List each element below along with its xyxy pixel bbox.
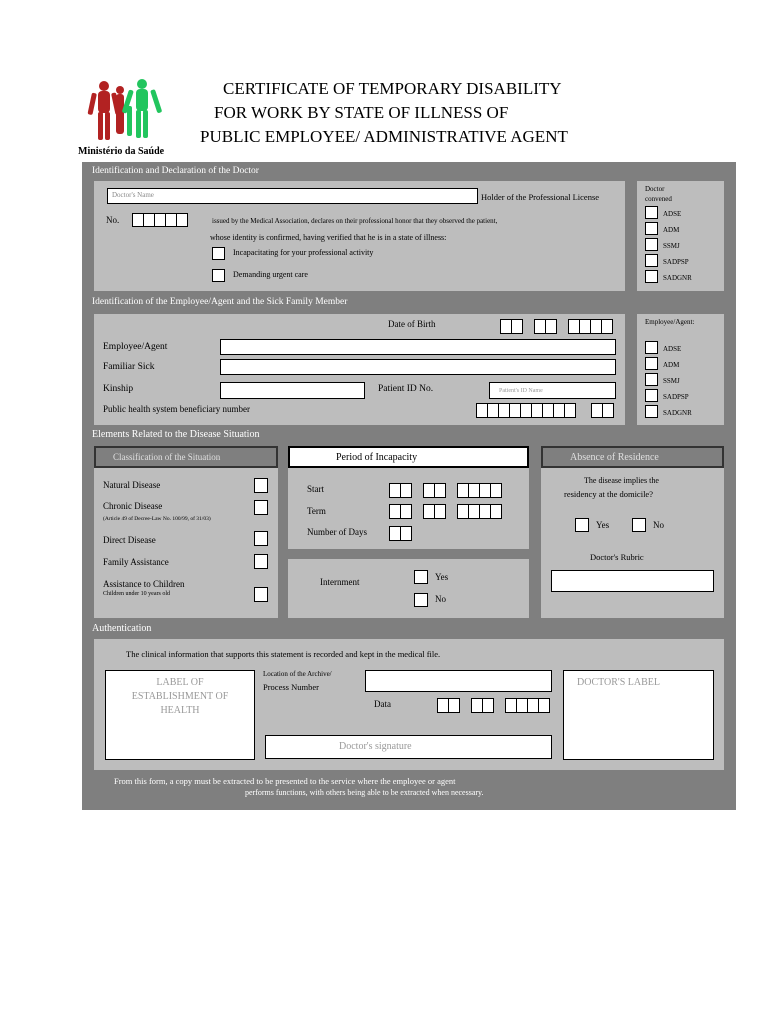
agent-ssmj-label: SSMJ — [663, 377, 680, 385]
convened-label-2: convened — [645, 195, 672, 203]
patient-id-placeholder: Patient's ID Name — [499, 388, 543, 394]
footer-line-1: From this form, a copy must be extracted to be presented to the service where the employee or agent — [114, 776, 456, 786]
establishment-label-line-2: ESTABLISHMENT OF — [131, 691, 229, 702]
dob-year-boxes[interactable] — [568, 319, 612, 334]
days-boxes[interactable] — [389, 526, 411, 541]
doctor-adm-checkbox[interactable] — [645, 222, 658, 235]
ministry-logo — [86, 76, 166, 146]
internment-yes-checkbox[interactable] — [414, 570, 428, 584]
clinical-text: The clinical information that supports this statement is recorded and kept in the medical file. — [126, 649, 441, 659]
term-year-boxes[interactable] — [457, 504, 501, 519]
convened-label-1: Doctor — [645, 185, 665, 193]
employee-section-heading: Identification of the Employee/Agent and the Sick Family Member — [92, 297, 348, 307]
start-day-boxes[interactable] — [389, 483, 411, 498]
agent-adm-checkbox[interactable] — [645, 357, 658, 370]
agent-sadgnr-checkbox[interactable] — [645, 405, 658, 418]
chronic-disease-checkbox[interactable] — [254, 500, 268, 515]
family-assistance-label: Family Assistance — [103, 557, 169, 567]
doctor-sadpsp-checkbox[interactable] — [645, 254, 658, 267]
title-line-3: PUBLIC EMPLOYEE/ ADMINISTRATIVE AGENT — [200, 127, 568, 146]
term-day-boxes[interactable] — [389, 504, 411, 519]
agent-sadpsp-checkbox[interactable] — [645, 389, 658, 402]
rubric-field[interactable] — [551, 570, 714, 592]
urgent-care-checkbox[interactable] — [212, 269, 225, 282]
agent-sadgnr-label: SADGNR — [663, 409, 692, 417]
doctor-adse-label: ADSE — [663, 210, 682, 218]
agent-sadpsp-label: SADPSP — [663, 393, 689, 401]
internment-no-label: No — [435, 594, 446, 604]
dob-day-boxes[interactable] — [500, 319, 522, 334]
urgent-care-label: Demanding urgent care — [233, 270, 308, 279]
employee-label: Employee/Agent — [103, 342, 168, 352]
familiar-label: Familiar Sick — [103, 362, 155, 372]
start-year-boxes[interactable] — [457, 483, 501, 498]
title-line-2: FOR WORK BY STATE OF ILLNESS OF — [214, 103, 509, 122]
classification-header — [94, 446, 278, 468]
period-header — [288, 446, 529, 468]
issued-text: issued by the Medical Association, declares on their professional honor that they observed the patient, — [212, 217, 498, 225]
classification-title: Classification of the Situation — [113, 452, 221, 462]
dob-label: Date of Birth — [388, 319, 436, 329]
holder-license-label: Holder of the Professional License — [481, 192, 600, 202]
establishment-label-line-1: LABEL OF — [156, 677, 204, 688]
archive-process-field[interactable] — [365, 670, 552, 692]
children-assistance-label: Assistance to Children — [103, 579, 185, 589]
license-number-boxes[interactable] — [132, 213, 187, 227]
establishment-label-text — [105, 676, 255, 718]
kinship-label: Kinship — [103, 384, 134, 394]
license-no-label: No. — [106, 215, 120, 225]
data-month-boxes[interactable] — [471, 698, 493, 713]
agent-adm-label: ADM — [663, 361, 680, 369]
familiar-field[interactable] — [220, 359, 616, 375]
doctor-ssmj-checkbox[interactable] — [645, 238, 658, 251]
doctor-sadgnr-checkbox[interactable] — [645, 270, 658, 283]
title-line-1: CERTIFICATE OF TEMPORARY DISABILITY — [223, 79, 562, 98]
doctor-sadpsp-label: SADPSP — [663, 258, 689, 266]
absence-question-2: residency at the domicile? — [564, 489, 653, 499]
doctor-name-placeholder: Doctor's Name — [112, 191, 154, 199]
start-label: Start — [307, 484, 324, 494]
kinship-field[interactable] — [220, 382, 365, 399]
incapacitating-checkbox[interactable] — [212, 247, 225, 260]
children-note: Children under 10 years old — [103, 591, 170, 597]
doctor-ssmj-label: SSMJ — [663, 242, 680, 250]
process-number-label: Process Number — [263, 682, 319, 692]
doctor-sadgnr-label: SADGNR — [663, 274, 692, 282]
internment-yes-label: Yes — [435, 572, 449, 582]
internment-no-checkbox[interactable] — [414, 593, 428, 607]
absence-yes-checkbox[interactable] — [575, 518, 589, 532]
data-label: Data — [374, 699, 391, 709]
absence-question-1: The disease implies the — [584, 476, 659, 485]
beneficiary-number-boxes[interactable] — [476, 403, 575, 418]
chronic-note: (Article 49 of Decree-Law No. 100/99, of 31/03) — [103, 516, 211, 522]
doctor-adse-checkbox[interactable] — [645, 206, 658, 219]
doctor-section-heading: Identification and Declaration of the Doctor — [92, 166, 259, 176]
days-label: Number of Days — [307, 527, 367, 537]
absence-title: Absence of Residence — [570, 452, 659, 463]
chronic-disease-label: Chronic Disease — [103, 501, 163, 511]
agent-ssmj-checkbox[interactable] — [645, 373, 658, 386]
doctor-signature-label: Doctor's signature — [339, 741, 412, 752]
direct-disease-label: Direct Disease — [103, 535, 156, 545]
disease-section-heading: Elements Related to the Disease Situation — [92, 429, 260, 440]
agent-adse-checkbox[interactable] — [645, 341, 658, 354]
identity-text: whose identity is confirmed, having verified that he is in a state of illness: — [210, 233, 447, 242]
doctor-label-box[interactable] — [563, 670, 714, 760]
direct-disease-checkbox[interactable] — [254, 531, 268, 546]
family-assistance-checkbox[interactable] — [254, 554, 268, 569]
internment-label: Internment — [320, 577, 360, 587]
establishment-label-line-3: HEALTH — [160, 705, 200, 716]
absence-panel — [541, 446, 724, 618]
children-assistance-checkbox[interactable] — [254, 587, 268, 602]
dob-month-boxes[interactable] — [534, 319, 556, 334]
beneficiary-check-boxes[interactable] — [591, 403, 613, 418]
doctor-label-text: DOCTOR'S LABEL — [577, 677, 661, 688]
ministry-name: Ministério da Saúde — [78, 146, 165, 157]
footer-line-2: performs functions, with others being able to be extracted when necessary. — [245, 788, 484, 797]
internment-panel — [288, 559, 529, 618]
absence-header — [541, 446, 724, 468]
absence-no-checkbox[interactable] — [632, 518, 646, 532]
data-day-boxes[interactable] — [437, 698, 459, 713]
ministry-logo-icon — [86, 76, 166, 146]
archive-location-label: Location of the Archive/ — [263, 670, 332, 678]
doctor-adm-label: ADM — [663, 226, 680, 234]
incapacitating-label: Incapacitating for your professional activity — [233, 248, 374, 257]
doctor-name-field[interactable] — [107, 188, 478, 204]
auth-section-heading: Authentication — [92, 623, 152, 634]
employee-field[interactable] — [220, 339, 616, 355]
term-label: Term — [307, 506, 326, 516]
period-title: Period of Incapacity — [336, 452, 418, 463]
absence-yes-label: Yes — [596, 520, 610, 530]
patient-id-field[interactable] — [489, 382, 616, 399]
absence-no-label: No — [653, 520, 664, 530]
beneficiary-label: Public health system beneficiary number — [103, 404, 250, 414]
natural-disease-label: Natural Disease — [103, 480, 161, 490]
agent-label: Employee/Agent: — [645, 318, 695, 326]
rubric-label: Doctor's Rubric — [590, 552, 644, 562]
agent-adse-label: ADSE — [663, 345, 682, 353]
natural-disease-checkbox[interactable] — [254, 478, 268, 493]
doctor-signature-field[interactable] — [265, 735, 552, 759]
start-month-boxes[interactable] — [423, 483, 445, 498]
term-month-boxes[interactable] — [423, 504, 445, 519]
patient-id-label: Patient ID No. — [378, 384, 434, 394]
data-year-boxes[interactable] — [505, 698, 549, 713]
